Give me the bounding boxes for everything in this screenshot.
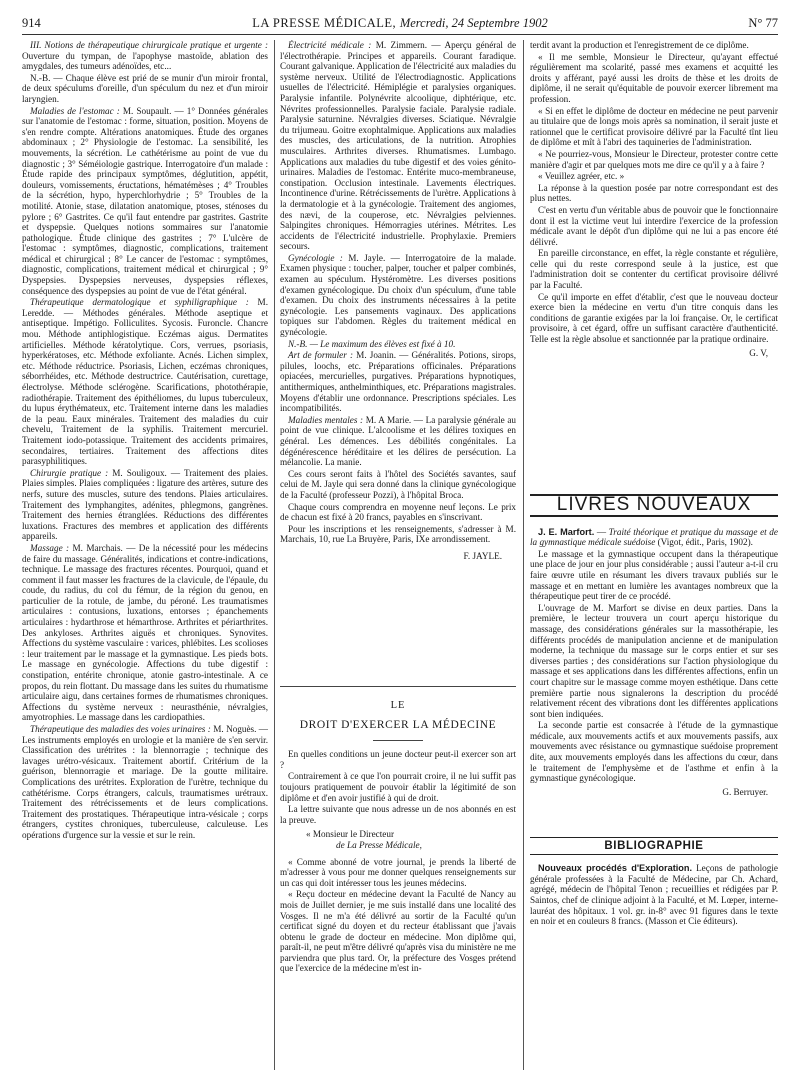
course-heading: Maladies mentales : bbox=[288, 414, 364, 425]
column-divider bbox=[274, 40, 275, 1070]
paragraph: La lettre suivante que nous adresse un de nos abonnés en est la preuve. bbox=[280, 804, 516, 825]
paragraph: J. E. Marfort. — Traité théorique et pratique du massage et de la gymnastique médicale suédoise (Vigot, édit., Paris, 1902). bbox=[530, 526, 778, 548]
paragraph: Pour les inscriptions et les renseignements, s'adresser à M. Marchais, 10, rue La Bruyère, Paris, IXe arrondissement. bbox=[280, 523, 516, 545]
course-body: Ouverture du tympan, de l'apophyse mastoïde, ablation des amygdales, des tumeurs adénoïdes, etc... bbox=[22, 50, 268, 72]
course-heading: Massage : bbox=[30, 542, 70, 553]
course-body: M. Joanin. — Généralités. Potions, sirops, pilules, loochs, etc. Préparations officinales. Préparations opiacées, mercurielles, purgatives. Préparations hypnotiques, antithermiques, anthelminthiques, etc. Préparations magistrales. Moyens d'établir une ordonnance. Prescriptions spéciales. Les incompatibilités. bbox=[280, 350, 516, 414]
course-heading: Électricité médicale : bbox=[288, 40, 372, 50]
paragraph bbox=[530, 863, 778, 927]
letter-salutation-journal: de La Presse Médicale, bbox=[336, 839, 422, 850]
journal-title-line bbox=[22, 16, 778, 31]
column-left bbox=[22, 40, 268, 1070]
letter-salutation: « Monsieur le Directeur bbox=[306, 829, 395, 840]
issue-date: Mercredi, 24 Septembre 1902 bbox=[399, 16, 548, 30]
section-rule bbox=[280, 686, 516, 687]
paragraph: Le massage et la gymnastique occupent dans la thérapeutique une place de jour en jour plus considérable ; aussi l'auteur a-t-il cru faire œuvre utile en résumant les divers travaux publiés sur le massage et en mettant en lumière les avantages nombreux que la thérapeutique peut tirer de ce procédé. bbox=[530, 548, 778, 602]
article-title-prefix: LE bbox=[390, 700, 406, 711]
biblio-body: Leçons de pathologie générale professées à la Faculté de Médecine, par Ch. Achard, agrégé, médecin de l'hôpital Tenon ; recueillies et rédigées par P. Saintos, chef de clinique adjoint à la Faculté, et M. Lœper, interne-lauréat des hôpitaux. 1 vol. gr. in-8° avec 91 figures dans le texte en noir et en couleurs 8 francs. (Masson et Cie éditeurs). bbox=[530, 863, 778, 927]
paragraph: N.-B. — Chaque élève est prié de se munir d'un miroir frontal, de deux spéculums d'oreille, d'un spéculum du nez et d'un miroir laryngien. bbox=[22, 72, 268, 104]
paragraph: « Il me semble, Monsieur le Directeur, qu'ayant effectué régulièrement ma scolarité, passé mes examens et acquitté les droits y afférant, payé aussi les droits de thèse et les droits de diplôme, il ne serait qu'équitable de pouvoir exercer librement ma profession. bbox=[530, 51, 778, 104]
article-droit bbox=[280, 697, 516, 1059]
section-title: BIBLIOGRAPHIE bbox=[604, 839, 704, 852]
paragraph bbox=[22, 543, 268, 723]
paragraph: Contrairement à ce que l'on pourrait croire, il ne lui suffit pas toujours pratiquement de pouvoir établir la légitimité de son diplôme et d'en avoir justifié à qui de droit. bbox=[280, 771, 516, 803]
journal-name: LA PRESSE MÉDICALE, bbox=[252, 16, 397, 30]
biblio-title: Nouveaux procédés d'Exploration. bbox=[538, 863, 693, 874]
column-middle bbox=[280, 40, 516, 1059]
course-heading: Thérapeutique des maladies des voies urinaires : bbox=[30, 724, 211, 734]
paragraph: « Si en effet le diplôme de docteur en médecine ne peut parvenir au titulaire que de longs mois après sa nomination, il serait juste et rationnel que le certificat provisoire délivré par la Faculté tînt lieu de diplôme et mît à l'abri des taquineries de l'administration. bbox=[530, 105, 778, 148]
course-body: M. Leredde. — Méthodes générales. Méthode aseptique et antiseptique. Impétigo. Folliculites. Sycosis. Furoncle. Chancre mou. Méthode antiphlogistique. Eczémas aigus. Dermatites artificielles. Méthode kératolytique. Cors, verrues, psoriasis, hyperkératoses, etc. Méthode exfoliante. Acnés. Lichen simplex, etc. Méthode réductrice. Psoriasis, Lichen, eczémas chroniques, séborrhéides, etc. Méthode destructrice. Cautérisation, curettage, électrolyse. Méthode sclérogène. Scarifications, photothérapie, radiothérapie. Traitement des épithéliomes, du lupus tuberculeux, du lupus érythémateux, etc. Traitement interne dans les maladies de la peau. Eaux minérales. Traitement des maladies du cuir chevelu, Traitement de la syphilis. Traitement mercuriel. Traitement iodo-potassique. Traitement des accidents primaires, secondaires, tertiaires. Traitement des affections dites parasyphilitiques. bbox=[22, 297, 268, 467]
book-review bbox=[530, 527, 778, 829]
header-rule bbox=[22, 34, 778, 35]
course-heading: Gynécologie : bbox=[288, 252, 343, 263]
paragraph: « Ne pourriez-vous, Monsieur le Directeur, protester contre cette manière d'agir et par quelques mots me dire ce qu'il y a à faire ? bbox=[530, 148, 778, 170]
paragraph: terdit avant la production et l'enregistrement de ce diplôme. bbox=[530, 40, 749, 50]
course-heading: III. Notions de thérapeutique chirurgicale pratique et urgente : bbox=[30, 40, 268, 50]
paragraph bbox=[280, 253, 516, 338]
paragraph: « Reçu docteur en médecine devant la Faculté de Nancy au mois de Juillet dernier, je me suis installé dans une localité des Vosges. Il ne m'a été délivré au sortir de la Faculté qu'un certificat signé du doyen et du recteur établissant que j'avais obtenu le grade de docteur en médecine. Mon diplôme qui, paraît-il, ne peut m'être délivré qu'après visa du ministère ne me parviendra que plus tard. Or, la préfecture des Vosges prétend que l'exercice de la médecine m'est in- bbox=[280, 889, 516, 974]
paragraph: Ces cours seront faits à l'hôtel des Sociétés savantes, sauf celui de M. Jayle qui sera donné dans la clinique gynécologique de la Faculté (professeur Pozzi), à l'hôpital Broca. bbox=[280, 468, 516, 500]
section-banner bbox=[530, 494, 778, 517]
paragraph: Ce qu'il importe en effet d'établir, c'est que le nouveau docteur exerce bien la médecine en vertu d'un titre conquis dans les conditions de garantie exigées par la loi française. Or, le certificat provisoire, à cet égard, offre un suffisant caractère d'authenticité. Telle est la règle absolue et sanctionnée par la pratique ordinaire. bbox=[530, 291, 778, 345]
paragraph bbox=[280, 415, 516, 468]
column-right bbox=[530, 40, 778, 1070]
paragraph: La seconde partie est consacrée à l'étude de la gymnastique médicale, aux mouvements actifs et aux mouvements passifs, aux mouvements avec résistance ou gymnastique suédoise proprement dite, aux mouvements employés dans les affections du cœur, dans le traitement de l'emphysème et de l'asthme et enfin à la gymnastique gynécologique. bbox=[530, 720, 778, 784]
page-number: 914 bbox=[22, 16, 41, 30]
section-banner bbox=[530, 837, 778, 856]
course-body: M. Noguès. — Les instruments employés en urologie et la manière de s'en servir. Classification des urétrites : la blennorragie ; technique des lavages urétro-vésicaux. Traitement abortif. Critérium de la guérison, blennorragie et mariage. De la goutte militaire. Complications des urétrites. Exploration de l'urètre, technique du cathétérisme. Corps étrangers, calculs, traumatismes urétraux. Traitement des rétrécissements et de leurs complications. Traitement des prostatiques. Thérapeutique intra-vésicale ; corps étrangers, cystites chroniques, tuberculeuse, calculeuse. Les opérations d'urgence sur la vessie et sur le rein. bbox=[22, 724, 268, 840]
course-body: M. Marchais. — De la nécessité pour les médecins de faire du massage. Généralités, indications et contre-indications, technique. Le massage des fractures récentes. Pourquoi, quand et comment il faut masser les fractures de la clavicule, de l'épaule, du coude, du radius, du col du fémur, de la région du genou, en particulier de la rotule, de jambe, du péroné. Les traumatismes articulaires : contusions, luxations, entorses ; épanchements articulaires : hydarthrose et hémarthrose. Arthrites et périarthrites. Des ankyloses. Arthrites aiguës et chroniques. Synovites. Affections du système vasculaire : varices, phlébites. Les scolioses : leur traitement par le massage et la gymnastique. Les pieds bots. Le massage en gynécologie. Affections du tube digestif : constipation, entérite chronique, atonie gastro-intestinale. A ce propos, du rein flottant. Du massage dans les suites du rhumatisme articulaire aigu, dans certaines formes de rhumatismes chroniques. Affections du système nerveux : neurasthénie, névralgies, amyotrophies. Le massage dans les cardiopathies. bbox=[22, 542, 268, 723]
column-divider bbox=[523, 40, 524, 1070]
review-book-title: Traité théorique et pratique du massage et de la gymnastique médicale suédoise bbox=[530, 526, 778, 548]
paragraph: C'est en vertu d'un véritable abus de pouvoir que le fonctionnaire dont il est la victime veut lui interdire l'exercice de la profession médicale avant le dépôt d'un diplôme qui ne lui a pas encore été délivré. bbox=[530, 204, 778, 247]
section-title: LIVRES NOUVEAUX bbox=[556, 494, 752, 515]
course-body: M. Zimmern. — Aperçu général de l'électrothérapie. Principes et appareils. Courant faradique. Courant galvanique. Application de l'électricité aux maladies du système nerveux. Utilité de l'électrodiagnostic. Applications usuelles de l'électricité. Hémiplégie et paralysies organiques. Paralysie infantile. Polynévrite alcoolique, diphtérique, etc. Névrites professionnelles. Paralysie faciale. Paralysie radiale. Paralysie saturnine. Névralgies diverses. Sciatique. Névralgie du trijumeau. Goitre exophtalmique. Applications aux maladies des muscles, des articulations, de la nutrition. Atrophies musculaires. Arthrites diverses. Rhumatismes. Lumbago. Applications aux maladies du tube digestif et des voies génito-urinaires. Maladies de l'estomac. Entérite muco-membraneuse, constipation. Occlusion intestinale. Lavements électriques. Incontinence d'urine. Rétrécissements de l'urètre. Applications à la dermatologie et à la gynécologie. Traitement des angiomes, des nævi, de la couperose, etc. Névralgies pelviennes. Salpingites chroniques. Hémorragies utérines. Métrites. Les accidents de l'électricité industrielle. Prophylaxie. Premiers secours. bbox=[280, 40, 516, 252]
course-heading: Maladies de l'estomac : bbox=[30, 105, 120, 116]
paragraph: La réponse à la question posée par notre correspondant est des plus nettes. bbox=[530, 182, 778, 204]
signature: F. JAYLE. bbox=[463, 550, 502, 561]
paragraph: En pareille circonstance, en effet, la règle constante et régulière, celle qui du reste correspond seule à la justice, est que l'administration doit se contenter du certificat provisoire délivré par la Faculté. bbox=[530, 248, 778, 291]
signature: G. V, bbox=[749, 347, 768, 358]
paragraph: « Comme abonné de votre journal, je prends la liberté de m'adresser à vous pour me donner quelques renseignements sur un cas qui doit intéresser tous les jeunes médecins. bbox=[280, 856, 516, 888]
course-body: M. Jayle. — Interrogatoire de la malade. Examen physique : toucher, palper, toucher et palper combinés, examen au spéculum. Hystéromètre. Les diverses positions d'examen gynécologique. Du choix d'un spéculum, d'une table d'examen. Du choix des instruments nécessaires à la petite gynécologie. Les pansements vaginaux. Des applications topiques sur l'abdomen. Règles du traitement médical en gynécologie. bbox=[280, 252, 516, 338]
paragraph: En quelles conditions un jeune docteur peut-il exercer son art ? bbox=[280, 749, 516, 770]
course-heading: Thérapeutique dermatologique et syphiligraphique : bbox=[30, 297, 249, 308]
issue-number: N° 77 bbox=[748, 16, 778, 30]
title-rule bbox=[373, 740, 423, 741]
paragraph: N.-B. — Le maximum des élèves est fixé à 10. bbox=[288, 338, 456, 349]
review-publisher: (Vigot, édit., Paris, 1902). bbox=[657, 537, 753, 548]
signature: G. Berruyer. bbox=[722, 786, 768, 797]
paragraph bbox=[22, 724, 268, 841]
paragraph: L'ouvrage de M. Marfort se divise en deux parties. Dans la première, le lecteur trouvera un court aperçu historique du massage, des considérations générales sur la massothérapie, les différents procédés de manipulation ancienne et de manipulation moderne, la technique du massage sur le corps entier et sur ses diverses parties ; des considérations sur l'action physiologique du massage et ses applications dans les différentes affections, enfin un court chapitre sur le massage comme moyen esthétique. Dans cette première partie nous signalerons la description du procédé relativement récent des vibrations dont les différentes applications sont bien indiquées. bbox=[530, 602, 778, 719]
paragraph bbox=[22, 297, 268, 467]
course-list-continued bbox=[280, 40, 516, 676]
bibliography-entry bbox=[530, 863, 778, 983]
course-body: M. A Marie. — La paralysie générale au point de vue clinique. L'alcoolisme et les délires toxiques en général. Les démences. Les débilités congénitales. La dégénérescence héréditaire et les délires de persécution. La mélancolie. La manie. bbox=[280, 414, 516, 468]
paragraph: « Veuillez agréer, etc. » bbox=[538, 171, 625, 182]
article-droit-continued bbox=[530, 40, 778, 486]
article-title: DROIT D'EXERCER LA MÉDECINE bbox=[299, 718, 497, 731]
paragraph: Chaque cours comprendra en moyenne neuf leçons. Le prix de chacun est fixé à 20 francs, payables en s'inscrivant. bbox=[280, 501, 516, 523]
paragraph bbox=[280, 40, 516, 252]
paragraph bbox=[280, 350, 516, 414]
course-heading: Art de formuler : bbox=[288, 350, 354, 361]
course-body: M. Soupault. — 1° Données générales sur l'anatomie de l'estomac : forme, situation, position. Moyens de s'en rendre compte. Altérations anatomiques. Étude des organes abdominaux ; 2° Physiologie de l'estomac. La sensibilité, les mouvements, la sécrétion. Le cathétérisme au point de vue du diagnostic ; 3° Séméiologie gastrique. Interrogatoire d'un malade : Étude rapide des principaux symptômes, déglutition, appétit, douleurs, vomissements, éructations, hématémèses ; 4° Troubles de la sécrétion, hypo, hyperchlorhydrie ; 5° Troubles de la motilité. Atonie, stase, dilatation anatomique, ptoses, sténoses du pylore ; 6° Gastrites. Ce qu'il faut entendre par gastrites. Gastrite et dyspepsie. Quelques notions sommaires sur l'anatomie pathologique. Étude clinique des gastrites ; 7° L'ulcère de l'estomac : symptômes, diagnostic, complications, traitement médical et chirurgical ; 8° Le cancer de l'estomac : symptômes, diagnostic, complications, traitement médical et chirurgical ; 9° Dyspepsies. Dyspepsies nerveuses, dyspepsies réflexes, conséquence des dyspepsies au point de vue de l'état général. bbox=[22, 105, 268, 296]
paragraph bbox=[22, 40, 268, 72]
review-author: J. E. Marfort. bbox=[538, 526, 595, 537]
course-body: M. Souligoux. — Traitement des plaies. Plaies simples. Plaies compliquées : ligature des artères, suture des nerfs, suture des muscles, suture des tendons. Plaies articulaires. Traitement des lymphangites, adénites, phlegmons, gangrènes. Traitement des hernies étranglées. Réductions des différentes luxations. Fractures des membres et application des différents appareils. bbox=[22, 467, 268, 542]
course-heading: Chirurgie pratique : bbox=[30, 467, 109, 478]
paragraph bbox=[22, 468, 268, 542]
paragraph bbox=[22, 106, 268, 297]
running-header bbox=[22, 16, 778, 36]
